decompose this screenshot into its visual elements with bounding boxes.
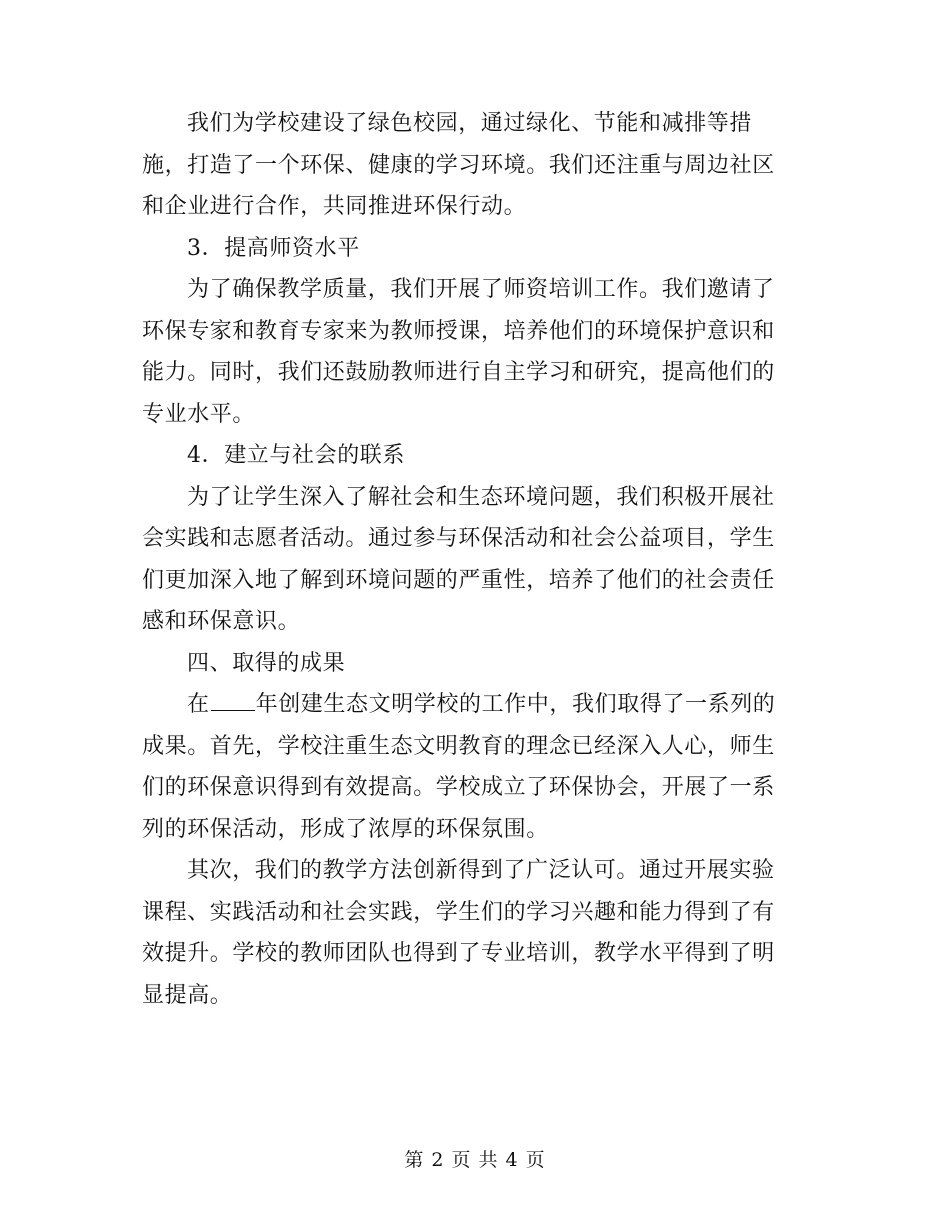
- paragraph-line: 们更加深入地了解到环境问题的严重性，培养了他们的社会责任: [142, 567, 775, 593]
- paragraph-line: 环保专家和教育专家来为教师授课，培养他们的环境保护意识和: [142, 318, 775, 344]
- document-body: [142, 103, 808, 1016]
- paragraph-line: 施，打造了一个环保、健康的学习环境。我们还注重与周边社区: [142, 152, 775, 178]
- paragraph-line: 专业水平。: [142, 401, 256, 427]
- section-heading: 3．提高师资水平: [187, 235, 360, 261]
- paragraph-line-with-blank: [142, 684, 808, 726]
- section-heading: 四、取得的成果: [187, 650, 346, 676]
- paragraph-line: 列的环保活动，形成了浓厚的环保氛围。: [142, 816, 549, 842]
- paragraph-line: 其次，我们的教学方法创新得到了广泛认可。通过开展实验: [187, 858, 775, 883]
- section-heading: 4．建立与社会的联系: [187, 443, 405, 468]
- line-text-after-blank: 年创建生态文明学校的工作中，我们取得了一系列的: [255, 692, 776, 717]
- paragraph-line: 课程、实践活动和社会实践，学生们的学习兴趣和能力得到了有: [142, 899, 775, 925]
- paragraph-line: 我们为学校建设了绿色校园，通过绿化、节能和减排等措: [187, 111, 753, 136]
- paragraph-line: 们的环保意识得到有效提高。学校成立了环保协会，开展了一系: [142, 775, 775, 800]
- paragraph-line: 成果。首先，学校注重生态文明教育的理念已经深入人心，师生: [142, 733, 775, 759]
- paragraph-line: 能力。同时，我们还鼓励教师进行自主学习和研究，提高他们的: [142, 360, 775, 385]
- paragraph-line: 效提升。学校的教师团队也得到了专业培训，教学水平得到了明: [142, 941, 775, 966]
- paragraph-line: 感和环保意识。: [142, 609, 301, 634]
- paragraph-line: 为了让学生深入了解社会和生态环境问题，我们积极开展社: [187, 484, 775, 510]
- paragraph-line: 为了确保教学质量，我们开展了师资培训工作。我们邀请了: [187, 277, 775, 302]
- paragraph-line: 显提高。: [142, 982, 233, 1008]
- paragraph-line: 和企业进行合作，共同推进环保行动。: [142, 194, 527, 219]
- fill-in-blank: [211, 692, 255, 711]
- line-text-before-blank: 在: [187, 692, 210, 717]
- paragraph-line: 会实践和志愿者活动。通过参与环保活动和社会公益项目，学生: [142, 526, 775, 551]
- page-number-footer: 第 2 页 共 4 页: [404, 1149, 546, 1171]
